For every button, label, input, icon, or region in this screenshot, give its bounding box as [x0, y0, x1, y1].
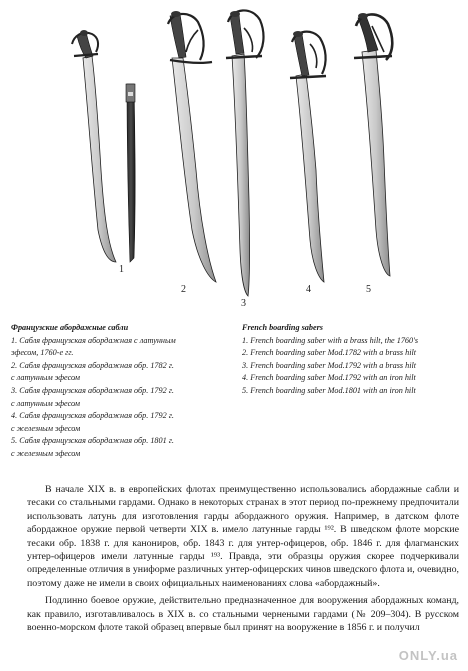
paragraph-2: Подлинно боевое оружие, действительно предназначенное для вооружения абордажных команд, как правило, изготавливалось в XIX в. со стальными чернеными гардами (№ 209–304). В русском военно-морском флоте такой образец впервые был принят на вооружение в 1856 г. и получил	[27, 595, 459, 634]
caption-item-ru: 1. Сабля французская абордажная с латунным	[11, 335, 176, 345]
caption-item-en: 3. French boarding saber Mod.1792 with a brass hilt	[242, 360, 417, 370]
caption-item-ru: 3. Сабля французская абордажная обр. 1792 г.	[11, 385, 174, 395]
caption-title-ru: Французские абордажные сабли	[11, 323, 129, 332]
body-text	[27, 483, 459, 634]
figure-number-1: 1	[119, 264, 124, 275]
saber-2	[168, 11, 216, 282]
paragraph-1: В начале XIX в. в европейских флотах преимущественно использовались абордажные сабли и тесаки со стальными гардами. Однако в некоторых странах в этот период по-прежнему предпочитали использовать латунь для изготовления гарды абордажного оружия. Например, в датском флоте абордажное оружие первой четверти XIX в. имело латунные гарды ¹⁹². В шведском флоте морские тесаки обр. 1838 г. для канониров, обр. 1843 г. для унтер-офицеров, обр. 1846 г. для флагманских унтер-офицеров имели латунные гарды ¹⁹³. Правда, эти образцы оружия скорее подчеркивали определенные отличия в униформе различных унтер-офицерских чинов шведского флота и, очевидно, поэтому даже не имели в своих официальных наименованиях слова «абордажный».	[27, 484, 459, 589]
caption-item-ru: 4. Сабля французская абордажная обр. 1792 г.	[11, 411, 174, 421]
caption-item-en: 2. French boarding saber Mod.1782 with a brass hilt	[242, 348, 417, 358]
caption-item-ru: с латунным эфесом	[11, 398, 81, 408]
saber-3	[226, 10, 263, 296]
caption-item-en: 1. French boarding saber with a brass hilt, the 1760's	[242, 335, 419, 345]
figure-number-5: 5	[366, 284, 371, 295]
caption-item-ru: с латунным эфесом	[11, 373, 81, 383]
figure-number-3: 3	[241, 298, 246, 309]
saber-4	[290, 31, 326, 282]
caption-item-en: 5. French boarding saber Mod.1801 with an iron hilt	[242, 385, 416, 395]
caption-english	[242, 322, 457, 398]
caption-russian	[11, 322, 233, 461]
saber-5	[354, 13, 392, 276]
figure-number-4: 4	[306, 284, 311, 295]
caption-item-ru: эфесом, 1760-е гг.	[11, 348, 74, 358]
caption-item-ru: 2. Сабля французская абордажная обр. 1782 г.	[11, 360, 174, 370]
caption-item-ru: 5. Сабля французская абордажная обр. 1801 г.	[11, 436, 174, 446]
caption-item-en: 4. French boarding saber Mod.1792 with an iron hilt	[242, 373, 416, 383]
watermark: ONLY.ua	[398, 648, 458, 663]
saber-1	[72, 30, 116, 262]
scabbard	[126, 84, 135, 262]
caption-item-ru: с железным эфесом	[11, 448, 81, 458]
figure-number-2: 2	[181, 284, 186, 295]
caption-title-en: French boarding sabers	[242, 323, 323, 332]
sabers-illustration	[0, 0, 468, 322]
caption-item-ru: с железным эфесом	[11, 423, 81, 433]
